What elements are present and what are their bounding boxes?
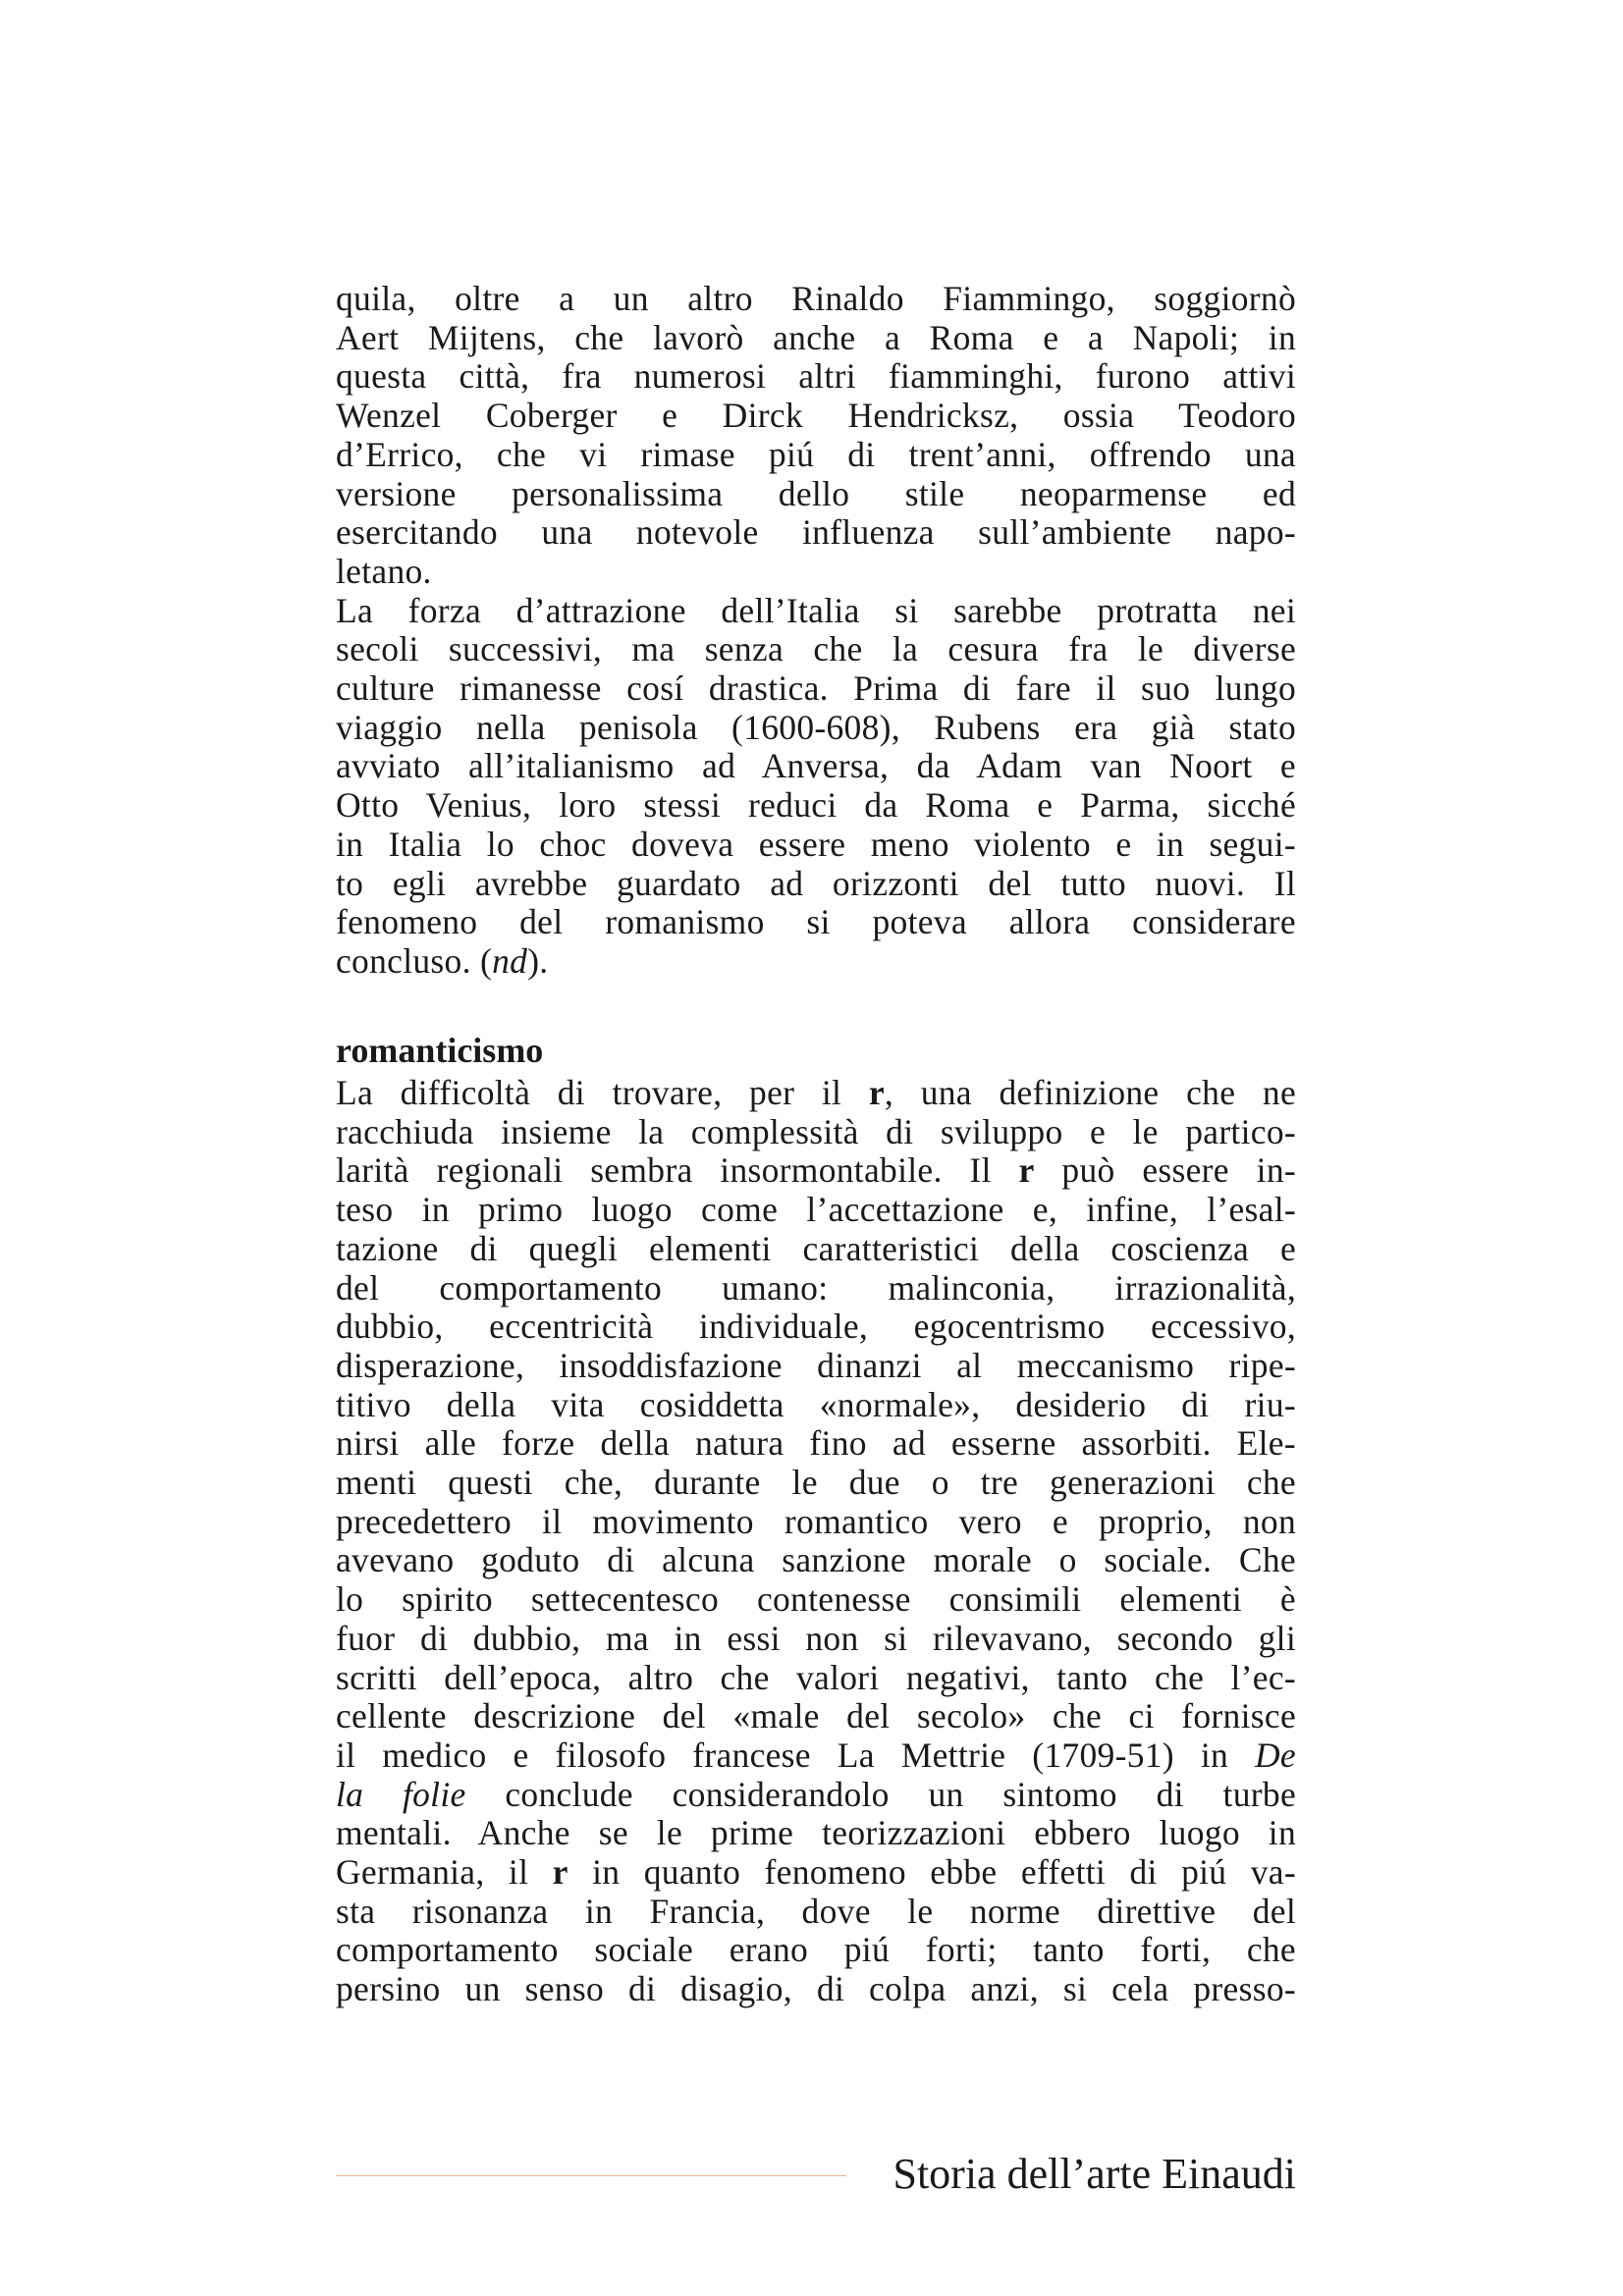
text-line: La forza d’attrazione dell’Italia si sarebbe protratta nei [336,590,1296,630]
author-initials: nd [492,940,528,981]
text-line: d’Errico, che vi rimase piú di trent’anni, offrendo una [336,434,1296,474]
text-line: cellente descrizione del «male del secolo» che ci fornisce [336,1696,1296,1736]
text-line: quila, oltre a un altro Rinaldo Fiammingo, soggiornò [336,279,1296,318]
text-line: viaggio nella penisola (1600-608), Rubens era già stato [336,707,1296,747]
paragraph-romanticismo [336,1074,1296,2009]
text-line: tazione di quegli elementi caratteristici della coscienza e [336,1228,1296,1268]
text-line: avevano goduto di alcuna sanzione morale o sociale. Che [336,1540,1296,1580]
text-line: letano. [336,551,432,591]
text-line: menti questi che, durante le due o tre generazioni che [336,1463,1296,1503]
text-line: la folie conclude considerandolo un sintomo di turbe [336,1774,1296,1814]
text-line: culture rimanesse cosí drastica. Prima di fare il suo lungo [336,668,1296,709]
text-line: sta risonanza in Francia, dove le norme direttive del [336,1891,1296,1931]
book-title: la folie [336,1774,466,1814]
abbreviation: r [1018,1150,1035,1191]
text-line: comportamento sociale erano piú forti; tanto forti, che [336,1930,1296,1970]
text-line: to egli avrebbe guardato ad orizzonti del tutto nuovi. Il [336,863,1296,903]
text-line: fenomeno del romanismo si poteva allora considerare [336,902,1296,942]
abbreviation: r [868,1073,885,1112]
text-line: avviato all’italianismo ad Anversa, da Adam van Noort e [336,746,1296,786]
text-line: del comportamento umano: malinconia, irrazionalità, [336,1267,1296,1308]
text-line: Wenzel Coberger e Dirck Hendricksz, ossia Teodoro [336,396,1296,436]
text-line: titivo della vita cosiddetta «normale», desiderio di riu- [336,1384,1296,1424]
book-title: De [1255,1735,1296,1775]
text-line: Aert Mijtens, che lavorò anche a Roma e a Napoli; in [336,317,1296,357]
entry-heading: romanticismo [336,1031,544,1070]
text-line: teso in primo luogo come l’accettazione e, infine, l’esal- [336,1190,1296,1230]
text-line: Otto Venius, loro stessi reduci da Roma e Parma, sicché [336,785,1296,826]
text-fragment: ). [527,940,549,981]
text-line: fuor di dubbio, ma in essi non si rilevavano, secondo gli [336,1618,1296,1658]
text-line: La difficoltà di trovare, per il r, una definizione che ne [336,1073,1296,1112]
text-line: precedettero il movimento romantico vero e proprio, non [336,1501,1296,1541]
text-line: Germania, il r in quanto fenomeno ebbe effetti di piú va- [336,1852,1296,1893]
text-line: esercitando una notevole influenza sull’ambiente napo- [336,512,1296,553]
text-fragment: concluso. ( [336,940,493,981]
text-line: secoli successivi, ma senza che la cesura fra le diverse [336,629,1296,669]
footer-divider [336,2175,846,2176]
text-line: racchiuda insieme la complessità di sviluppo e le partico- [336,1111,1296,1151]
abbreviation: r [552,1852,568,1893]
paragraph-romanismo-continuation [336,280,1296,982]
text-line: il medico e filosofo francese La Mettrie (1709-51) in De [336,1735,1296,1775]
text-line: larità regionali sembra insormontabile. Il r può essere in- [336,1150,1296,1191]
text-line: lo spirito settecentesco contenesse consimili elementi è [336,1579,1296,1620]
text-line-final [336,942,1296,982]
text-line: dubbio, eccentricità individuale, egocentrismo eccessivo, [336,1307,1296,1347]
text-line: scritti dell’epoca, altro che valori negativi, tanto che l’ec- [336,1657,1296,1697]
text-line: disperazione, insoddisfazione dinanzi al meccanismo ripe- [336,1345,1296,1385]
text-line: persino un senso di disagio, di colpa anzi, si cela presso- [336,1969,1296,2009]
text-line: questa città, fra numerosi altri fiamminghi, furono attivi [336,356,1296,397]
text-line: mentali. Anche se le prime teorizzazioni ebbero luogo in [336,1813,1296,1853]
footer-publication-title: Storia dell’arte Einaudi [893,2150,1296,2198]
text-line: in Italia lo choc doveva essere meno violento e in segui- [336,824,1296,864]
text-line: versione personalissima dello stile neoparmense ed [336,473,1296,513]
text-line: nirsi alle forze della natura fino ad esserne assorbiti. Ele- [336,1423,1296,1464]
